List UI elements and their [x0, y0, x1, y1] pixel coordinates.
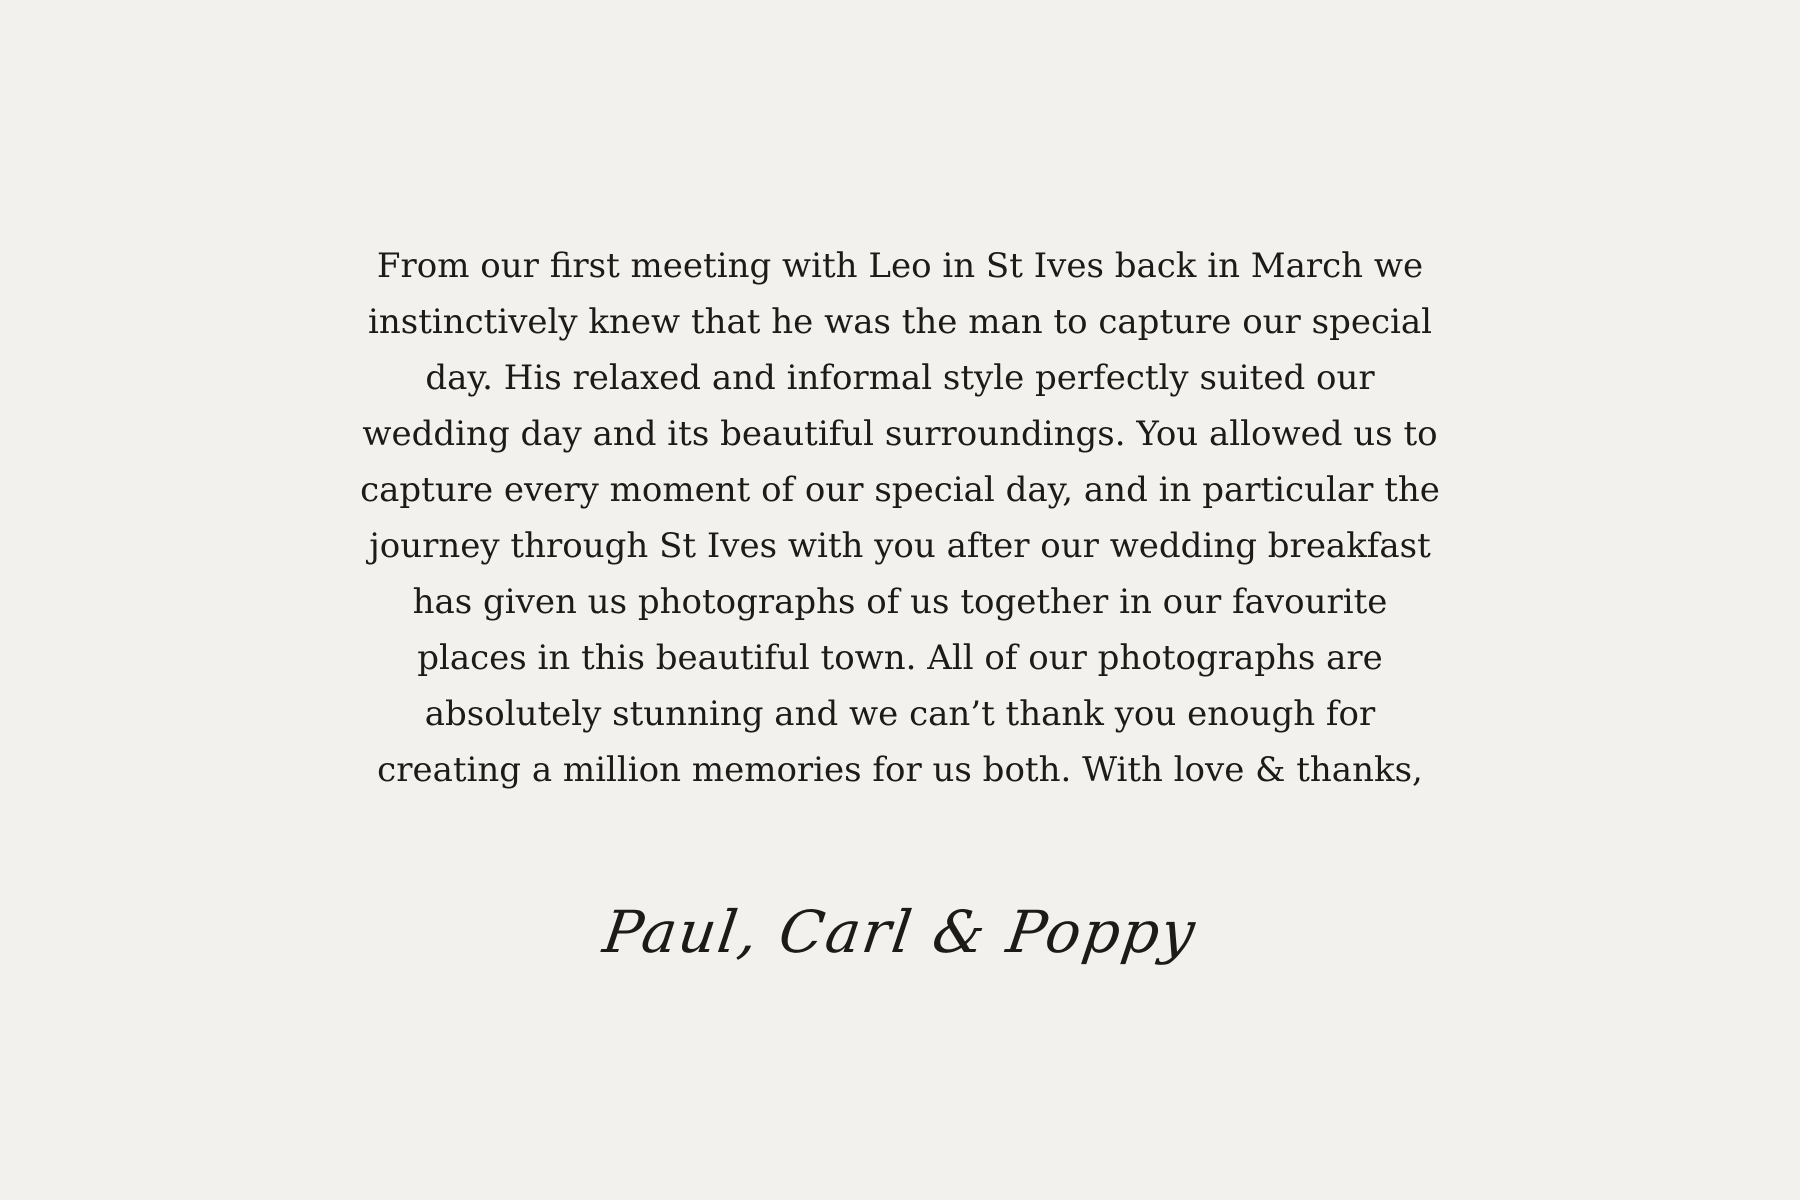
testimonial-signature: Paul, Carl & Poppy [599, 898, 1201, 966]
testimonial-text: From our first meeting with Leo in St Ives back in March we instinctively knew that he was the man to capture our special day. His relaxed and informal style perfectly suited our wedding day and its beautiful surroundings. You allowed us to capture every moment of our special day, and in particular the journey through St Ives with you after our wedding breakfast has given us photographs of us together in our favourite places in this beautiful town. All of our photographs are absolutely stunning and we can’t thank you enough for creating a million memories for us both. With love & thanks, [360, 246, 1440, 790]
